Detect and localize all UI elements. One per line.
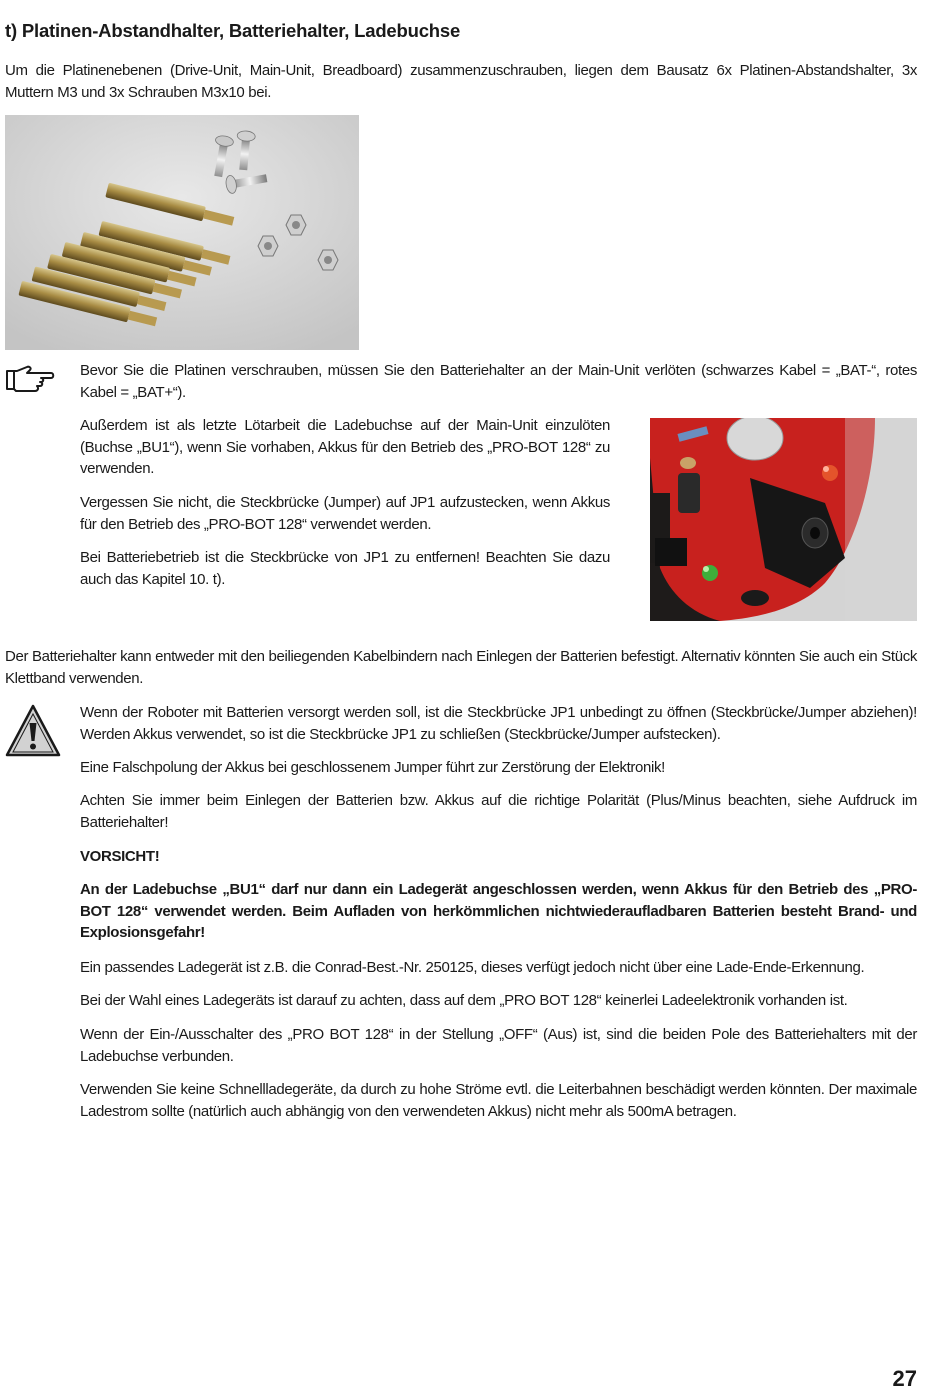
caution-text: An der Ladebuchse „BU1“ darf nur dann ein Ladegerät angeschlossen werden, wenn Akkus für den Betrieb des „PRO-BOT 128“ verwendet werden. Beim Aufladen von herkömmlichen nichtwiederaufladbaren Batterien besteht Brand- und Explosionsgefahr!	[80, 881, 917, 941]
section-heading: t) Platinen-Abstandhalter, Batteriehalter, Ladebuchse	[5, 20, 461, 41]
caution-label: VORSICHT!	[80, 848, 160, 865]
pointing-hand-icon	[5, 365, 55, 395]
warning-paragraph-7: Verwenden Sie keine Schnellladegeräte, da durch zu hohe Ströme evtl. die Leiterbahnen beschädigt werden könnten. Der maximale Ladestrom sollte (natürlich auch abhängig von den verwendeten Akkus) nicht mehr als 500mA betragen.	[80, 1081, 917, 1120]
warning-paragraph-4: Ein passendes Ladegerät ist z.B. die Conrad-Best.-Nr. 250125, dieses verfügt jedoch nicht über eine Lade-Ende-Erkennung.	[80, 959, 865, 976]
side-paragraph-1: Außerdem ist als letzte Lötarbeit die Ladebuchse auf der Main-Unit einzulöten (Buchse „BU1“), wenn Sie vorhaben, Akkus für den Betrieb des „PRO-BOT 128“ zu verwenden.	[80, 417, 610, 477]
holder-paragraph: Der Batteriehalter kann entweder mit den beiliegenden Kabelbindern nach Einlegen der Batterien befestigt. Alternativ könnten Sie auch ein Stück Klettband verwenden.	[5, 648, 917, 687]
warning-paragraph-2: Eine Falschpolung der Akkus bei geschlossenem Jumper führt zur Zerstörung der Elektronik!	[80, 759, 665, 776]
warning-paragraph-3: Achten Sie immer beim Einlegen der Batterien bzw. Akkus auf die richtige Polarität (Plus/Minus beachten, siehe Aufdruck im Batteriehalter!	[80, 792, 917, 831]
warning-paragraph-5: Bei der Wahl eines Ladegeräts ist darauf zu achten, dass auf dem „PRO BOT 128“ keinerlei Ladeelektronik vorhanden ist.	[80, 992, 848, 1009]
note-text: Bevor Sie die Platinen verschrauben, müssen Sie den Batteriehalter an der Main-Unit verlöten (schwarzes Kabel = „BAT-“, rotes Kabel = „BAT+“).	[80, 362, 917, 401]
side-paragraph-2: Vergessen Sie nicht, die Steckbrücke (Jumper) auf JP1 aufzustecken, wenn Akkus für den Betrieb des „PRO-BOT 128“ verwendet werden.	[80, 494, 610, 533]
page-number: 27	[892, 1366, 917, 1391]
intro-paragraph: Um die Platinenebenen (Drive-Unit, Main-Unit, Breadboard) zusammenzuschrauben, liegen dem Bausatz 6x Platinen-Abstandshalter, 3x Muttern M3 und 3x Schrauben M3x10 bei.	[5, 62, 917, 101]
board-photo	[650, 418, 917, 621]
warning-paragraph-6: Wenn der Ein-/Ausschalter des „PRO BOT 128“ in der Stellung „OFF“ (Aus) ist, sind die beiden Pole des Batteriehalters mit der Ladebuchse verbunden.	[80, 1026, 917, 1065]
warning-paragraph-1: Wenn der Roboter mit Batterien versorgt werden soll, ist die Steckbrücke JP1 unbedingt zu öffnen (Steckbrücke/Jumper abziehen)! Werden Akkus verwendet, so ist die Steckbrücke JP1 zu schließen (Steckbrücke/Jumper aufstecken).	[80, 704, 917, 743]
side-paragraph-3: Bei Batteriebetrieb ist die Steckbrücke von JP1 zu entfernen! Beachten Sie dazu auch das Kapitel 10. t).	[80, 549, 610, 588]
standoffs-photo	[5, 115, 359, 350]
warning-triangle-icon	[4, 703, 62, 758]
